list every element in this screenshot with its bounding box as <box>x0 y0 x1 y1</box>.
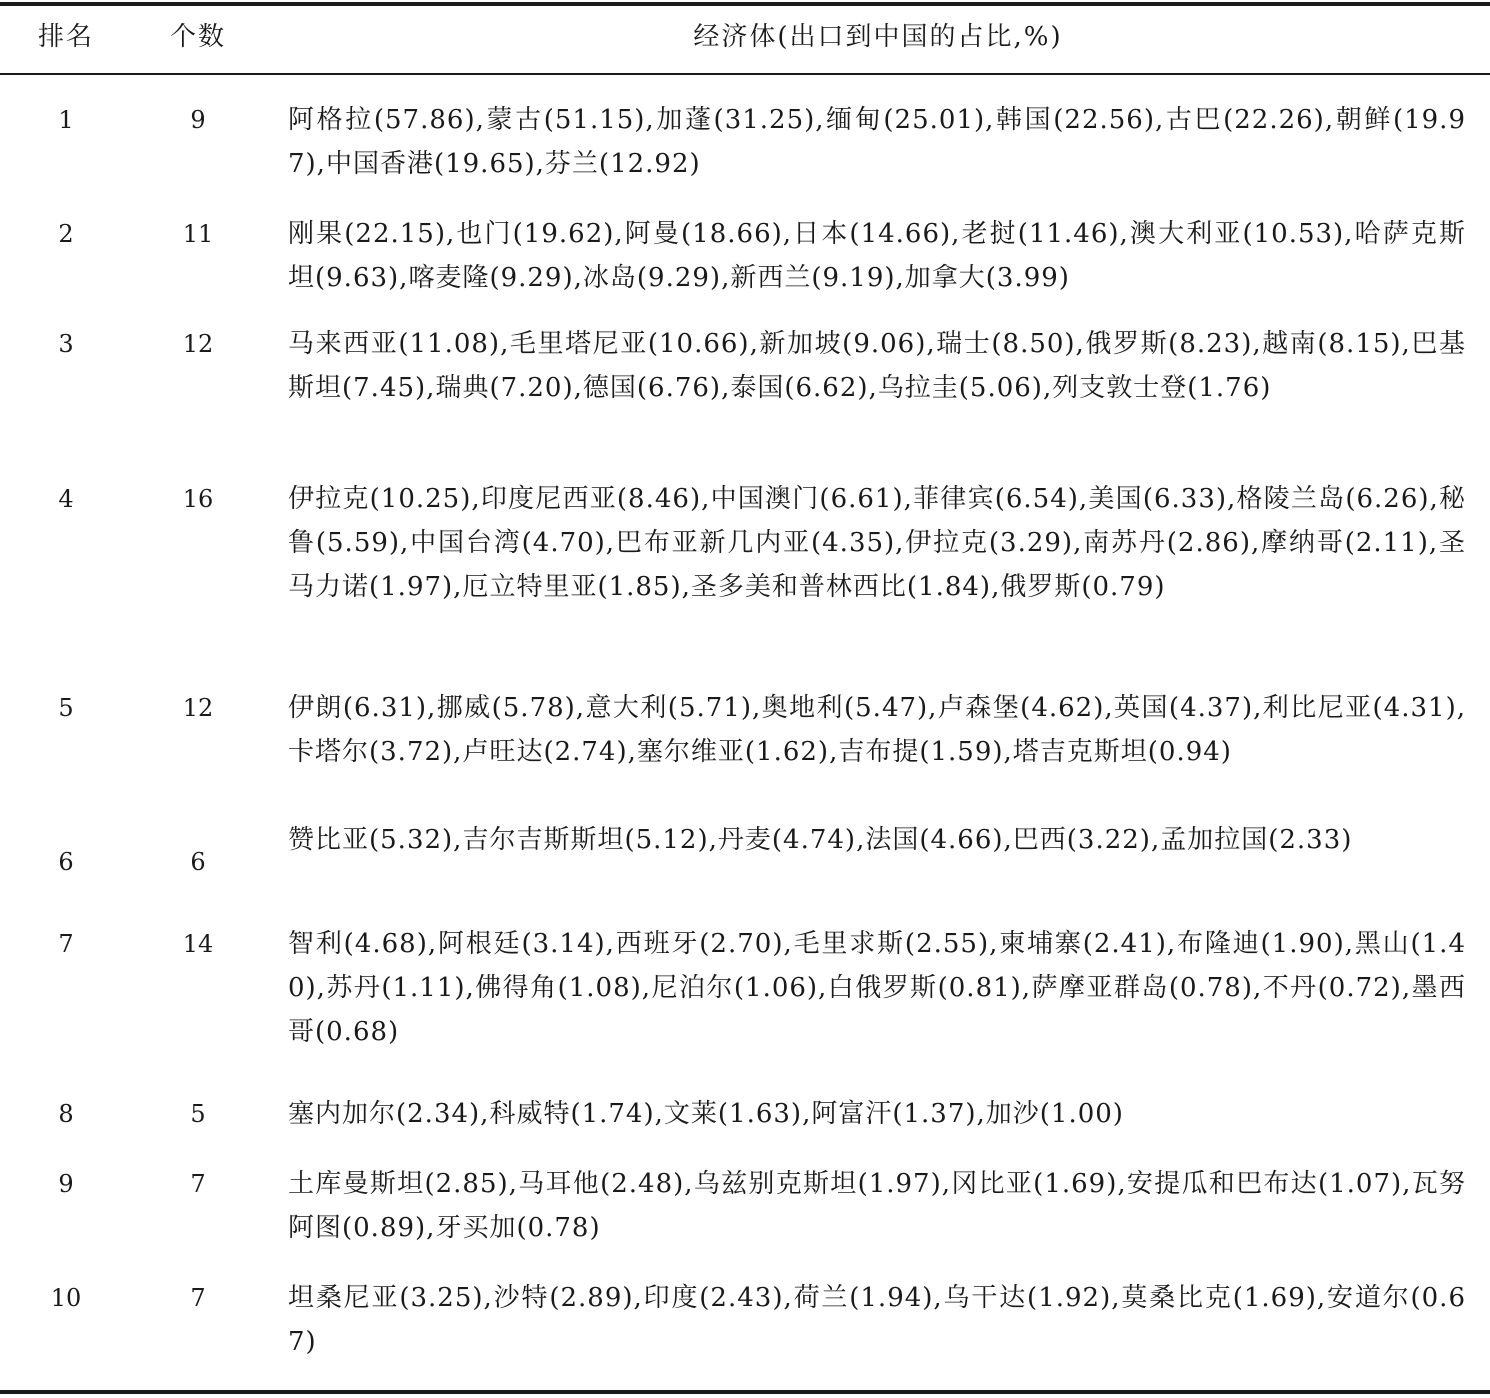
rank-cell: 8 <box>58 1100 74 1128</box>
economies-cell: 伊朗(6.31),挪威(5.78),意大利(5.71),奥地利(5.47),卢森堡(4.62),英国(4.37),利比尼亚(4.31),卡塔尔(3.72),卢旺达(2.74),塞尔维亚(1.62),吉布提(1.59),塔吉克斯坦(0.94) <box>288 693 1466 767</box>
bottom-rule <box>0 1390 1490 1394</box>
rank-cell: 4 <box>58 485 74 513</box>
rank-cell: 1 <box>58 106 74 134</box>
count-cell: 7 <box>190 1170 206 1198</box>
header-rank: 排名 <box>37 22 94 52</box>
economies-cell: 伊拉克(10.25),印度尼西亚(8.46),中国澳门(6.61),菲律宾(6.54),美国(6.33),格陵兰岛(6.26),秘鲁(5.59),中国台湾(4.70),巴布亚新几内亚(4.35),伊拉克(3.29),南苏丹(2.86),摩纳哥(2.11),圣马力诺(1.97),厄立特里亚(1.85),圣多美和普林西比(1.84),俄罗斯(0.79) <box>288 484 1466 602</box>
count-cell: 12 <box>182 330 214 358</box>
rank-cell: 7 <box>58 930 74 958</box>
economies-cell: 赞比亚(5.32),吉尔吉斯斯坦(5.12),丹麦(4.74),法国(4.66),巴西(3.22),孟加拉国(2.33) <box>288 825 1353 855</box>
header-economy: 经济体(出口到中国的占比,%) <box>693 22 1063 52</box>
header-rule <box>0 73 1490 75</box>
count-cell: 5 <box>190 1100 206 1128</box>
economies-cell: 马来西亚(11.08),毛里塔尼亚(10.66),新加坡(9.06),瑞士(8.50),俄罗斯(8.23),越南(8.15),巴基斯坦(7.45),瑞典(7.20),德国(6.76),泰国(6.62),乌拉圭(5.06),列支敦士登(1.76) <box>288 329 1466 403</box>
economies-cell: 土库曼斯坦(2.85),马耳他(2.48),乌兹别克斯坦(1.97),冈比亚(1.69),安提瓜和巴布达(1.07),瓦努阿图(0.89),牙买加(0.78) <box>288 1169 1466 1243</box>
count-cell: 11 <box>182 220 214 248</box>
economies-cell: 坦桑尼亚(3.25),沙特(2.89),印度(2.43),荷兰(1.94),乌干达(1.92),莫桑比克(1.69),安道尔(0.67) <box>288 1283 1466 1357</box>
rank-cell: 2 <box>58 220 74 248</box>
rank-cell: 5 <box>58 694 74 722</box>
count-cell: 12 <box>182 694 214 722</box>
top-rule <box>0 2 1490 6</box>
count-cell: 14 <box>182 930 214 958</box>
count-cell: 16 <box>182 485 214 513</box>
rank-cell: 3 <box>58 330 74 358</box>
rank-cell: 6 <box>58 848 74 876</box>
rank-cell: 9 <box>58 1170 74 1198</box>
economies-cell: 智利(4.68),阿根廷(3.14),西班牙(2.70),毛里求斯(2.55),柬埔寨(2.41),布隆迪(1.90),黑山(1.40),苏丹(1.11),佛得角(1.08),尼泊尔(1.06),白俄罗斯(0.81),萨摩亚群岛(0.78),不丹(0.72),墨西哥(0.68) <box>288 929 1466 1047</box>
rank-cell: 10 <box>50 1284 82 1312</box>
economies-cell: 刚果(22.15),也门(19.62),阿曼(18.66),日本(14.66),老挝(11.46),澳大利亚(10.53),哈萨克斯坦(9.63),喀麦隆(9.29),冰岛(9.29),新西兰(9.19),加拿大(3.99) <box>288 219 1466 293</box>
count-cell: 6 <box>190 848 206 876</box>
economies-cell: 阿格拉(57.86),蒙古(51.15),加蓬(31.25),缅甸(25.01),韩国(22.56),古巴(22.26),朝鲜(19.97),中国香港(19.65),芬兰(12.92) <box>288 105 1466 179</box>
count-cell: 9 <box>190 106 206 134</box>
count-cell: 7 <box>190 1284 206 1312</box>
header-count: 个数 <box>169 22 226 52</box>
economies-cell: 塞内加尔(2.34),科威特(1.74),文莱(1.63),阿富汗(1.37),加沙(1.00) <box>288 1099 1124 1129</box>
